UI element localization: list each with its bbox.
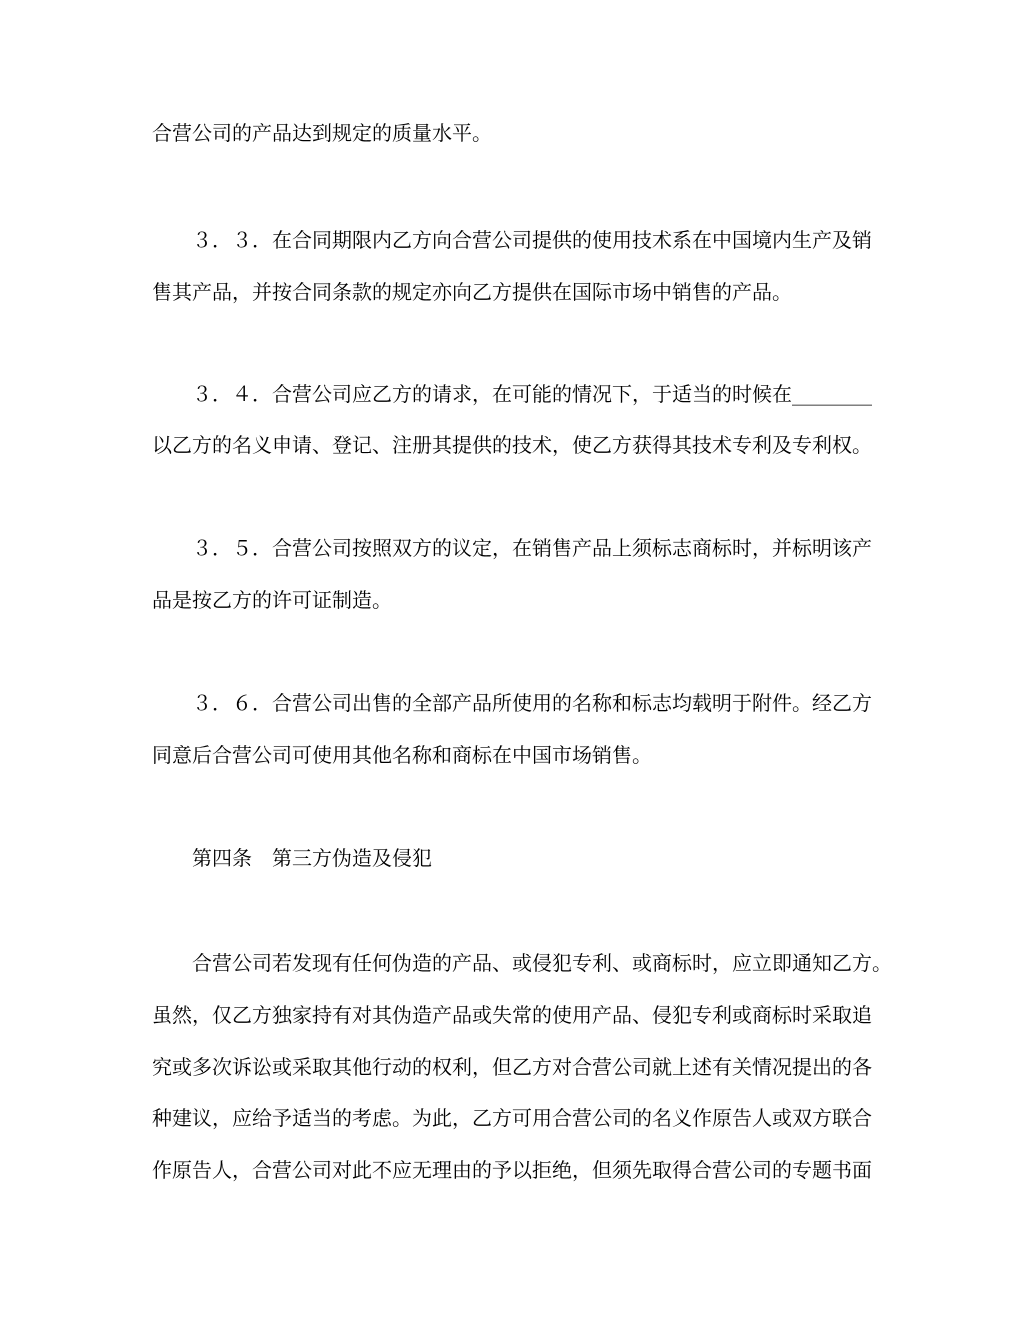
clause-first-line — [192, 536, 872, 560]
clause-number: ３．６． — [192, 691, 272, 715]
article-heading — [192, 846, 432, 870]
clause-first-line — [192, 691, 872, 715]
article-body-line: 虽然，仅乙方独家持有对其伪造产品或失常的使用产品、侵犯专利或商标时采取追 — [152, 1003, 872, 1027]
article-number: 第四条 — [192, 846, 252, 870]
clause-number: ３．５． — [192, 536, 272, 560]
clause-first-line — [192, 228, 872, 252]
article-body-line: 究或多次诉讼或采取其他行动的权利，但乙方对合营公司就上述有关情况提出的各 — [152, 1055, 872, 1079]
clause-first-line — [192, 382, 872, 406]
article-body-line: 种建议，应给予适当的考虑。为此，乙方可用合营公司的名义作原告人或双方联合 — [152, 1106, 872, 1130]
clause-text: 合营公司出售的全部产品所使用的名称和标志均载明于附件。经乙方 — [272, 691, 872, 715]
article-body-line: 作原告人，合营公司对此不应无理由的予以拒绝，但须先取得合营公司的专题书面 — [152, 1158, 872, 1182]
article-body-line: 合营公司若发现有任何伪造的产品、或侵犯专利、或商标时，应立即通知乙方。 — [192, 951, 892, 975]
clause-text: 合营公司按照双方的议定，在销售产品上须标志商标时，并标明该产 — [272, 536, 872, 560]
clause-continuation-line: 同意后合营公司可使用其他名称和商标在中国市场销售。 — [152, 743, 652, 767]
continued-paragraph-line: 合营公司的产品达到规定的质量水平。 — [152, 121, 492, 145]
clause-text: 合营公司应乙方的请求，在可能的情况下，于适当的时候在________ — [272, 382, 872, 406]
clause-text: 在合同期限内乙方向合营公司提供的使用技术系在中国境内生产及销 — [272, 228, 872, 252]
clause-continuation-line: 品是按乙方的许可证制造。 — [152, 588, 392, 612]
clause-number: ３．４． — [192, 382, 272, 406]
clause-number: ３．３． — [192, 228, 272, 252]
article-title: 第三方伪造及侵犯 — [272, 846, 432, 870]
clause-continuation-line: 以乙方的名义申请、登记、注册其提供的技术，使乙方获得其技术专利及专利权。 — [152, 433, 872, 457]
clause-continuation-line: 售其产品，并按合同条款的规定亦向乙方提供在国际市场中销售的产品。 — [152, 280, 792, 304]
